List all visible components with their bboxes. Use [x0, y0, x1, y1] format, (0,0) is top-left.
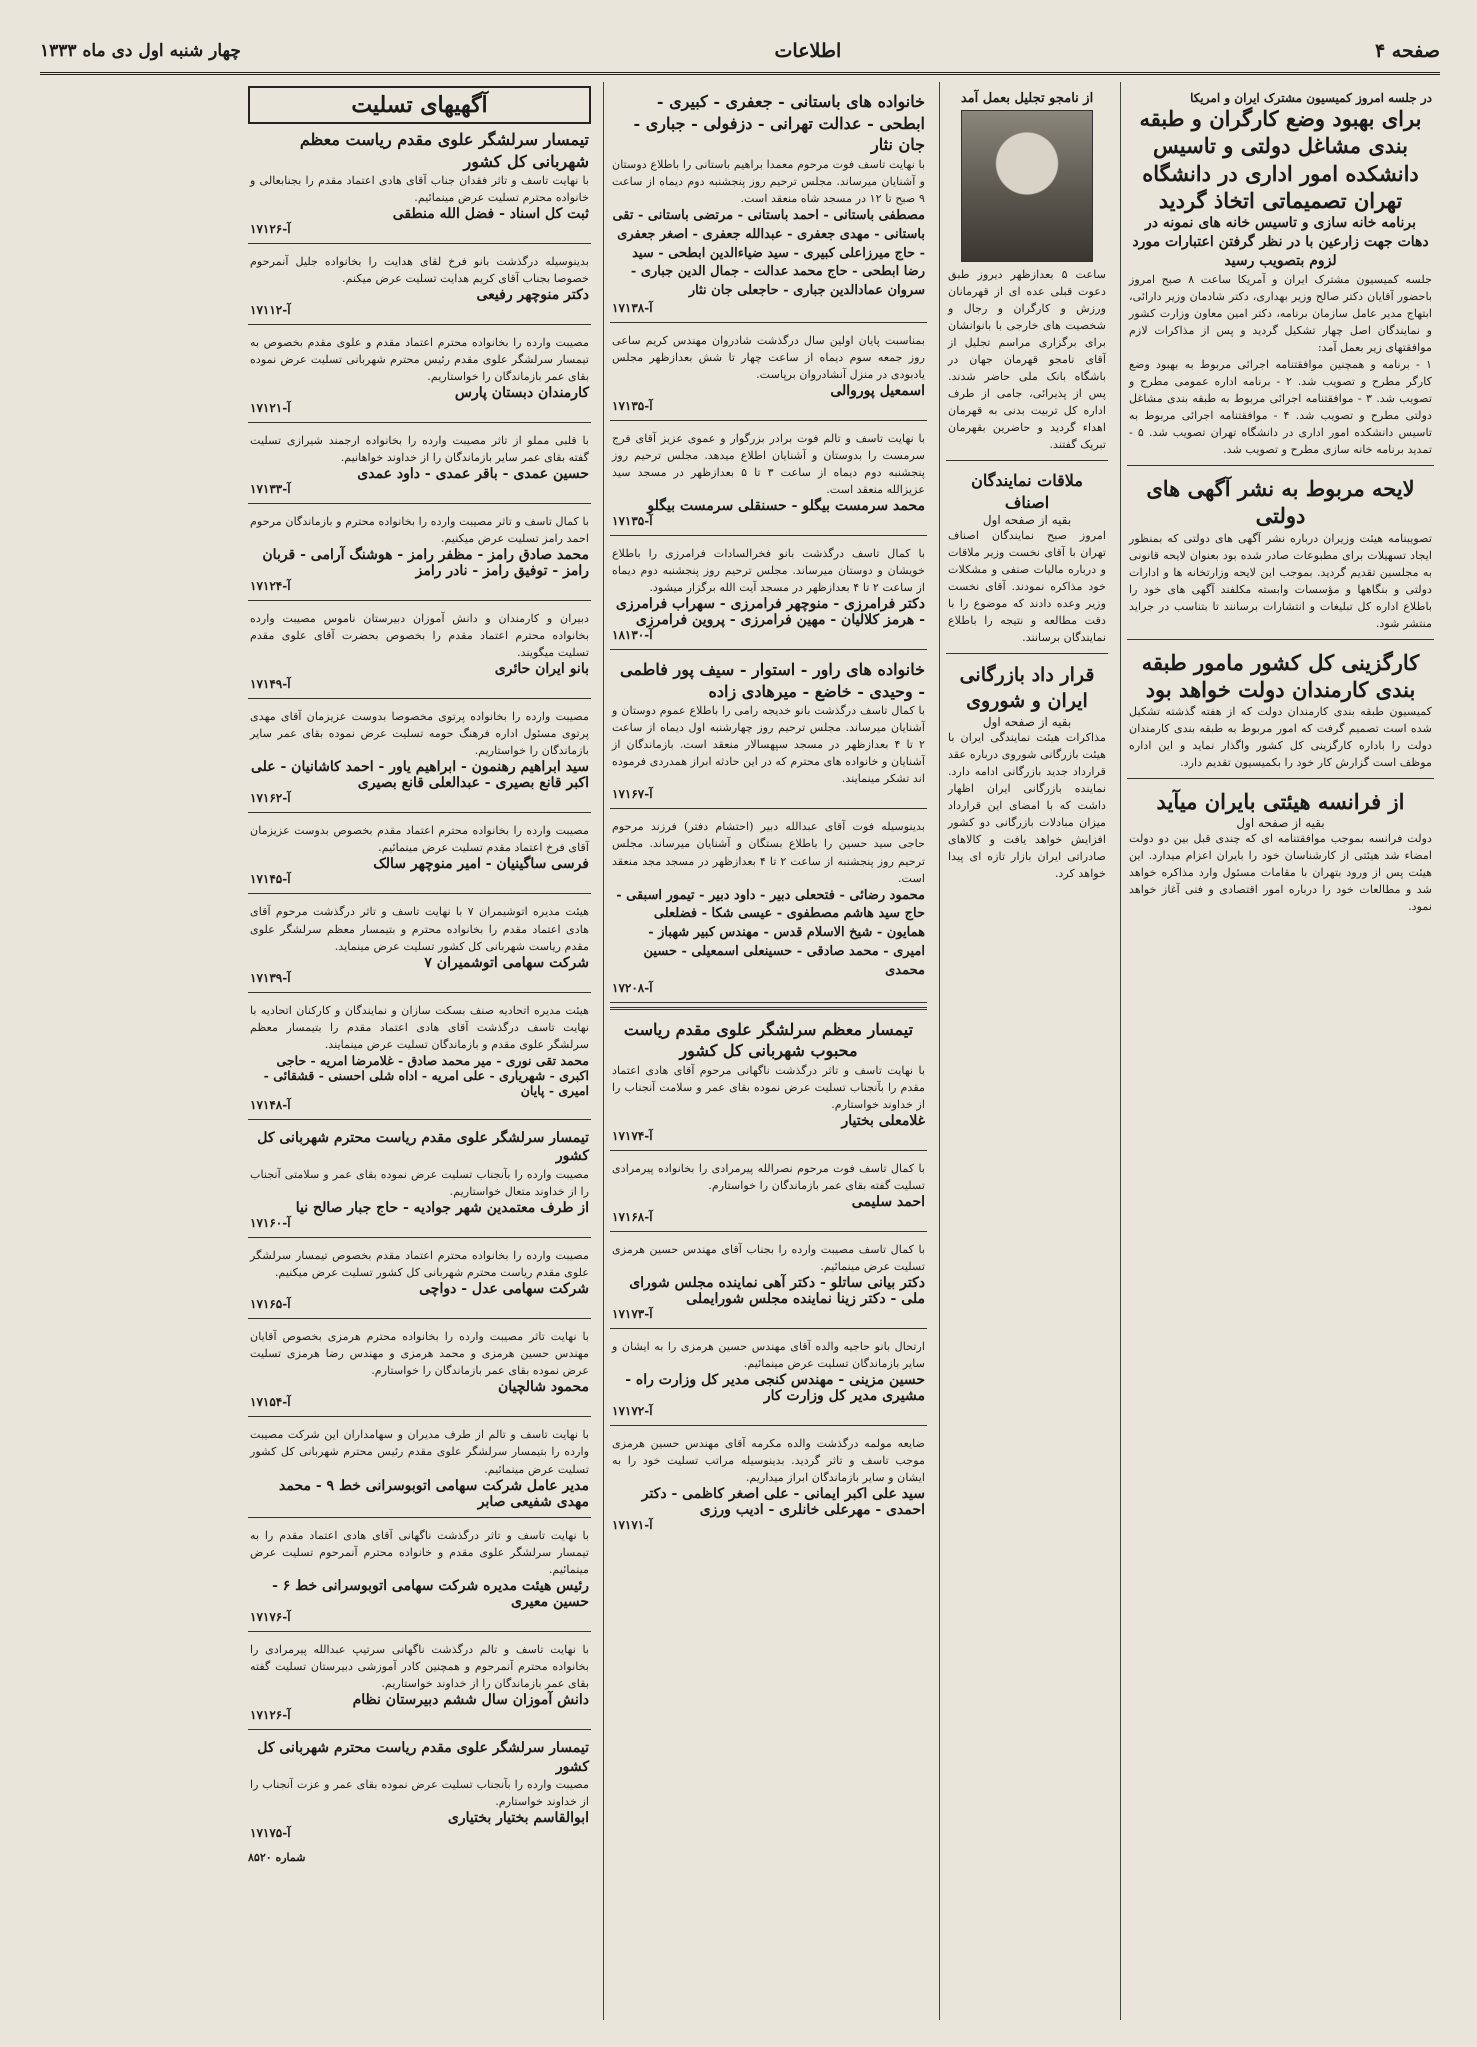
- news-article-namjoo: [946, 86, 1108, 461]
- ad-title: خانواده های باستانی - جعفری - کبیری - ابطحی - عدالت تهرانی - دزفولی - جباری - جان نثار: [633, 92, 925, 155]
- section-title: آگهیهای تسلیت: [248, 86, 591, 124]
- ad-names: سید علی اکبر ایمانی - علی اصغر کاظمی - دکتر احمدی - مهرعلی خانلری - ادیب ورزی: [641, 1486, 925, 1519]
- ad-names: سید ابراهیم رهنمون - ابراهیم یاور - احمد کاشانیان - علی اکبر قانع بصیری - عبدالعلی قانع بصیری: [250, 759, 589, 792]
- ad-code: آ-۱۷۱۶۰: [250, 1216, 291, 1231]
- condolence-ad: [610, 425, 927, 536]
- ad-code: آ-۱۷۱۷۱: [612, 1518, 653, 1533]
- ad-title: تیمسار سرلشگر علوی مقدم ریاست محترم شهربانی کل کشور: [257, 1739, 589, 1775]
- ad-body: با نهایت تاسف و تالم فوت برادر بزرگوار و عموی عزیز آقای فرج سرمست را بدوستان و آشنایان اطلاع میدهد. مجلس ترحیم روز پنجشنبه دوم دیماه از ساعت ۳ تا ۵ بعدازظهر در مسجد سید عزیزالله منعقد است.: [612, 432, 925, 497]
- condolence-ad: [248, 605, 591, 699]
- ad-body: با نهایت تاثر مصیبت وارده را بخانواده محترم هرمزی بخصوص آقایان مهندس حسین هرمزی و محمد هرمزی و مهندس رضا هرمزی تسلیت عرض نموده بقای عمر بازماندگان را خواستارم.: [250, 1330, 589, 1378]
- ad-signature: رئیس هیئت مدیره شرکت سهامی اتوبوسرانی خط ۶ - حسین معیری: [272, 1577, 589, 1610]
- ad-body: با کمال تاسف مصیبت وارده را بجناب آقای مهندس حسین هرمزی تسلیت عرض مینمائیم.: [612, 1243, 925, 1274]
- ad-code: آ-۱۷۱۳۳: [250, 482, 291, 497]
- article-continuation-note: بقیه از صفحه اول: [982, 513, 1072, 528]
- newspaper-page: [40, 30, 1440, 2020]
- news-column-main: [1120, 82, 1440, 2020]
- ad-code: آ-۱۷۱۳۸: [612, 301, 653, 316]
- ad-body: هیئت مدیره اتوشیمران ۷ با نهایت تاسف و تاثر درگذشت مرحوم آقای هادی اعتماد مقدم را بخانواده محترم و بتیمسار معظم سرلشگر علوی مقدم ریاست شهربانی کل کشور تسلیت عرض مینماید.: [250, 905, 589, 953]
- ad-code: آ-۱۷۱۳۹: [250, 970, 291, 985]
- ad-signature: دانش آموزان سال ششم دبیرستان نظام: [352, 1691, 589, 1708]
- ad-code: آ-۱۷۱۷۴: [612, 1128, 653, 1143]
- ads-column-center: [603, 82, 933, 2020]
- news-column-narrow: [939, 82, 1114, 2020]
- article-headline: قرار داد بازرگانی ایران و شوروی: [959, 664, 1095, 713]
- ad-code: آ-۱۷۱۴۹: [250, 677, 291, 692]
- columns: [40, 82, 1440, 2020]
- condolence-ad: [610, 327, 927, 421]
- footer-code: شماره ۸۵۲۰: [248, 1851, 306, 1865]
- ad-names: محمد سرمست بیگلو - حسنقلی سرمست بیگلو: [647, 498, 925, 515]
- ad-code: آ-۱۷۲۰۸: [612, 980, 653, 995]
- condolence-ad: [610, 813, 927, 1002]
- article-subhead: برنامه خانه سازی و تاسیس خانه های نمونه در دهات جهت زارعین با در نظر گرفتن اعتبارات مورد لزوم بتصویب رسید: [1132, 215, 1429, 269]
- ad-code: آ-۱۷۱۳۵: [612, 514, 653, 529]
- ad-signature: شرکت سهامی اتوشمیران ۷: [424, 954, 589, 971]
- ad-code: آ-۱۷۱۷۳: [612, 1307, 653, 1322]
- ad-body: با نهایت تاسف و تالم درگذشت ناگهانی سرتیپ عبدالله پیرمرادی را بخانواده محترم آنمرحوم و همچنین کادر آموزشی دبیرستان تسلیت گفته بقای عمر بازماندگان را از خداوند خواستاریم.: [250, 1642, 589, 1690]
- condolence-ad: [610, 86, 927, 323]
- ad-title: تیمسار سرلشگر علوی مقدم ریاست معظم شهربانی کل کشور: [299, 130, 589, 171]
- ad-title: تیمسار معظم سرلشگر علوی مقدم ریاست محبوب شهربانی کل کشور: [623, 1019, 914, 1061]
- article-body: تصویبنامه هیئت وزیران درباره نشر آگهی های دولتی که بمنظور ایجاد تسهیلات برای مطبوعات صادر شده بود بعنوان لایحه قانونی به مجلسین تقدیم گردید. بموجب این لایحه وزارتخانه ها و ادارات دولتی و بنگاهها و مؤسسات وابسته مکلفند آگهی های خود را باطلاع اداره کل تبلیغات و انتشارات برسانند تا بتناسب در جراید منتشر شود.: [1129, 531, 1432, 630]
- ad-body: با نهایت تاسف و تاثر درگذشت ناگهانی مرحوم آقای هادی اعتماد مقدم را بآنجناب تسلیت عرض نموده بقای عمر و سلامت آنجناب را از خداوند خواستارم.: [612, 1063, 925, 1111]
- condolence-ad: [248, 1636, 591, 1730]
- ad-title: خانواده های راور - استوار - سیف پور فاطمی - وحیدی - خاضع - میرهادی زاده: [620, 660, 925, 701]
- ad-body: با کمال تاسف فوت مرحوم نصرالله پیرمرادی را بخانواده پیرمرادی تسلیت گفته بقای عمر بازماندگان را خواستارم.: [612, 1161, 925, 1192]
- article-body: امروز صبح نمایندگان اصناف تهران با آقای نخست وزیر ملاقات و درباره مالیات صنفی و مشکلات خود مذاکره نمودند. آقای نخست وزیر وعده دادند که موضوع را با دقت مطالعه و نتیجه را باطلاع نمایندگان برسانند.: [948, 529, 1106, 645]
- ad-signature: ثبت کل اسناد - فضل الله منطقی: [392, 206, 589, 223]
- ad-code: آ-۱۷۱۶۸: [612, 1210, 653, 1225]
- condolence-ad: [248, 248, 591, 325]
- ad-code: آ-۱۷۱۶۷: [612, 787, 653, 802]
- ad-body: با کمال تاسف و تاثر مصیبت وارده را بخانواده محترم و بازماندگان مرحوم احمد رامز تسلیت عرض میکنیم.: [250, 515, 589, 546]
- ad-body: با نهایت تاسف و تاثر درگذشت ناگهانی آقای هادی اعتماد مقدم را به تیمسار سرلشگر علوی مقدم و خانواده محترم آنمرحوم تسلیت عرض مینمائیم.: [250, 1528, 589, 1576]
- ad-code: آ-۱۷۱۲۶: [250, 1707, 291, 1722]
- article-headline: کارگزینی کل کشور مامور طبقه بندی کارمندان دولت خواهد بود: [1141, 649, 1420, 703]
- article-continuation-note: بقیه از صفحه اول: [1236, 815, 1325, 830]
- ad-signature: احمد سلیمی: [851, 1194, 925, 1211]
- ad-names: دکتر فرامرزی - منوچهر فرامرزی - سهراب فرامرزی - هرمز کلالیان - مهین فرامرزی - پروین فرامرزی: [615, 596, 925, 629]
- article-kicker: از نامجو تجلیل بعمل آمد: [960, 91, 1094, 106]
- condolence-ad: [610, 1236, 927, 1329]
- ad-code: آ-۱۷۱۲۱: [250, 401, 291, 416]
- ad-names: محمد صادق رامز - مظفر رامز - هوشنگ آرامی - قربان رامز - توفیق رامز - نادر رامز: [262, 547, 589, 580]
- condolence-ad: [248, 817, 591, 894]
- condolence-ad: [248, 1124, 591, 1239]
- masthead: [40, 30, 1440, 75]
- news-article-guild-meeting: [946, 465, 1108, 654]
- ad-body: بدینوسیله درگذشت بانو فرخ لقای هدایت را بخانواده جلیل آنمرحوم خصوصا بجناب آقای کریم هدایت تسلیت عرض میکنم.: [250, 255, 589, 286]
- ad-body: با کمال تاسف درگذشت بانو فخرالسادات فرامرزی را باطلاع خویشان و دوستان میرساند. مجلس ترحیم روز پنجشنبه دوم دیماه از ساعت ۲ تا ۴ بعدازظهر در مسجد آیت الله برگزار میشود.: [612, 547, 925, 595]
- article-headline: ملاقات نمایندگان اصناف: [971, 471, 1083, 512]
- article-body: مذاکرات هیئت نمایندگی ایران با هیئت بازرگانی شوروی درباره عقد قرارداد جدید بازرگانی ادامه دارد. نماینده بازرگانی ایران اظهار داشت که با امضای این قرارداد میزان مبادلات بازرگانی دو کشور افزایش خواهد یافت و کالاهای صادراتی ایران بازار تازه ای پیدا خواهد کرد.: [948, 730, 1106, 880]
- issue-date: چهار شنبه اول دی ماه ۱۳۳۳: [40, 41, 241, 61]
- ad-signature: غلامعلی بختیار: [841, 1112, 925, 1129]
- ad-signature: فرسی ساگینیان - امیر منوچهر سالک: [373, 856, 589, 873]
- article-headline: لایحه مربوط به نشر آگهی های دولتی: [1146, 476, 1415, 529]
- page-number: صفحه ۴: [1374, 40, 1440, 62]
- condolence-ad: [248, 898, 591, 992]
- ad-body: با نهایت تاسف و تالم از طرف مدیران و سهامداران این شرکت مصیبت وارده را بتیمسار سرلشگر علوی مقدم رئیس محترم شهربانی کل کشور تسلیت عرض مینمائیم.: [250, 1428, 589, 1476]
- article-kicker: در جلسه امروز کمیسیون مشترک ایران و امریکا: [1190, 91, 1432, 105]
- ad-body: با کمال تاسف درگذشت بانو خدیجه رامی را باطلاع عموم دوستان و آشنایان میرساند. مجلس ترحیم روز چهارشنبه اول دیماه از ساعت ۲ تا ۴ بعدازظهر در مسجد سپهسالار منعقد است. بازماندگان از آشنایان و خانواده های محترم که در این حادثه ابراز همدردی فرموده اند تشکر مینمایند.: [612, 704, 926, 786]
- ad-code: آ-۱۷۱۴۵: [250, 872, 291, 887]
- ad-body: بمناسبت پایان اولین سال درگذشت شادروان مهندس کریم ساعی روز جمعه سوم دیماه از ساعت چهار تا شش بعدازظهر مجلس یادبودی در منزل آنشادروان برپاست.: [612, 334, 925, 382]
- newspaper-name: اطلاعات: [774, 40, 842, 62]
- ad-code: آ-۱۷۱۶۵: [250, 1297, 291, 1312]
- divider: [610, 1007, 927, 1010]
- ad-code: آ-۱۷۱۵۴: [250, 1395, 291, 1410]
- portrait-photo: [961, 110, 1093, 262]
- news-article-french-delegation: [1127, 783, 1434, 921]
- ad-signature: ابوالقاسم بختیار بختیاری: [447, 1810, 589, 1827]
- condolence-ad: [248, 329, 591, 423]
- article-body: جلسه کمیسیون مشترک ایران و آمریکا ساعت ۸ صبح امروز باحضور آقایان دکتر صالح وزیر بهداری، دکتر شادمان وزیر دارائی، ابتهاج مدیر عامل سازمان برنامه، دکتر امین معاون وزارت کشور و نمایندگان اصل چهار تشکیل گردید و پس از مذاکرات لازم موافقتهای زیر بعمل آمد:: [1129, 272, 1432, 354]
- ad-code: آ-۱۷۱۷۵: [250, 1826, 291, 1841]
- ad-body: مصیبت وارده را بآنجناب تسلیت عرض نموده بقای عمر و عزت آنجناب را از خداوند خواستارم.: [250, 1778, 589, 1809]
- ad-code: آ-۱۷۱۷۶: [250, 1609, 291, 1624]
- condolence-ad: [248, 1734, 591, 1848]
- ad-signature: از طرف معتمدین شهر جوادیه - حاج جبار صالح نیا: [295, 1200, 589, 1217]
- ad-body: با نهایت تاسف فوت مرحوم معمدا براهیم باستانی را باطلاع دوستان و آشنایان میرساند. مجلس ترحیم روز پنجشنبه دوم دیماه از ساعت ۹ صبح تا ۱۲ در مسجد شاه منعقد است.: [612, 157, 925, 205]
- article-body: دولت فرانسه بموجب موافقتنامه ای که چندی قبل بین دو دولت امضاء شد هیئتی از کارشناسان خود را بایران اعزام میدارد. این هیئت پس از ورود بتهران با مقامات مسئول وارد مذاکره خواهد شد و مطالعات خود را درباره امور اقتصادی و فنی آغاز خواهد نمود.: [1129, 831, 1432, 913]
- ad-body: با نهایت تاسف و تاثر فقدان جناب آقای هادی اعتماد مقدم را بجنابعالی و خانواده محترم تسلیت عرض مینمائیم.: [250, 174, 589, 205]
- ad-signature: شرکت سهامی عدل - دواچی: [419, 1281, 589, 1298]
- ad-names: دکتر بیانی ساتلو - دکتر آهی نماینده مجلس شورای ملی - دکتر زینا نماینده مجلس شورایملی: [629, 1275, 925, 1308]
- ad-body: با قلبی مملو از تاثر مصیبت وارده را بخانواده ارجمند شیرازی تسلیت گفته بقای عمر سایر بازماندگان را از خداوند خواهانیم.: [250, 434, 589, 465]
- condolence-ad: [248, 1323, 591, 1417]
- news-article-employee-classification: [1127, 644, 1434, 780]
- ad-code: آ-۱۸۱۳۰: [612, 628, 653, 643]
- article-body: ساعت ۵ بعدازظهر دیروز طبق دعوت قبلی عده ای از قهرمانان ورزش و کارگران و رجال و شخصیت های خارجی با بانوانشان برای برگزاری مراسم تجلیل از آقای نامجو قهرمان جهان در باشگاه بانک ملی حاضر شدند. پس از پذیرائی، جامی از طرف اداره کل تربیت بدنی به قهرمان اهداء گردید و حاضرین بقهرمان تبریک گفتند.: [948, 268, 1106, 452]
- condolence-ad: [610, 1014, 927, 1151]
- ad-code: آ-۱۷۱۷۲: [612, 1404, 653, 1419]
- ad-body: بدینوسیله فوت آقای عبدالله دبیر (احتشام دفتر) فرزند مرحوم حاجی سید حسین را باطلاع بستگان و آشنایان میرساند. مجلس ترحیم روز پنجشنبه از ساعت ۲ تا ۴ بعدازظهر در مسجد مجد منعقد است.: [612, 820, 925, 885]
- condolence-ad: [248, 703, 591, 813]
- news-article-joint-commission: [1127, 86, 1434, 466]
- article-continuation-note: بقیه از صفحه اول: [982, 714, 1072, 729]
- ad-code: آ-۱۷۱۲۶: [250, 222, 291, 237]
- ad-names: محمد تقی نوری - میر محمد صادق - غلامرضا امریه - حاجی اکبری - شهریاری - علی امریه - اداه شلی احسنی - قشقائی - امیری - پایان: [263, 1052, 589, 1098]
- ad-code: ۱۷۱۳۵-آ: [612, 399, 653, 414]
- condolence-ad: [610, 654, 927, 809]
- ad-body: مصیبت وارده را بخانواده پرتوی مخصوصا بدوست عزیزمان آقای مهدی پرتوی مسئول اداره فرهنگ حومه تسلیت عرض نموده بقای عمر سایر بازماندگان را خواستاریم.: [250, 710, 589, 758]
- ad-body: ارتحال بانو حاجیه والده آقای مهندس حسین هرمزی را به ایشان و سایر بازماندگان تسلیت عرض مینمائیم.: [612, 1340, 925, 1371]
- ad-title: تیمسار سرلشگر علوی مقدم ریاست محترم شهربانی کل کشور: [257, 1129, 589, 1165]
- condolence-ad: [248, 1421, 591, 1517]
- ad-body: مصیبت وارده را بخانواده محترم اعتماد مقدم و علوی مقدم بخصوص به تیمسار سرلشگر علوی مقدم رئیس محترم شهربانی تسلیت عرض نموده بقای عمر بازماندگان را خواستاریم.: [250, 336, 589, 384]
- ad-body: هیئت مدیره اتحادیه صنف بسکت سازان و نمایندگان و کارکنان اتحادیه با نهایت تاسف درگذشت آقای هادی اعتماد مقدم را بتیمسار معظم سرلشگر علوی مقدم و بازماندگان تسلیت عرض مینمایند.: [250, 1003, 589, 1051]
- condolence-ad: [610, 1155, 927, 1232]
- ad-signature: محمود شالچیان: [497, 1379, 589, 1396]
- article-body: کمیسیون طبقه بندی کارمندان دولت که از هفته گذشته تشکیل شده است تصمیم گرفت که امور مربوط به طبقه بندی کارمندان دولت را باداره کارگزینی کل کشور واگذار نماید و این اداره موظف است گزارش کار خود را بکمیسیون تقدیم دارد.: [1129, 705, 1432, 770]
- ad-code: آ-۱۷۱۶۲: [250, 791, 291, 806]
- condolence-ad: [610, 540, 927, 650]
- ad-signature: بانو ایران حائری: [494, 661, 589, 678]
- condolence-ad: [248, 997, 591, 1120]
- ads-column-condolences: [242, 82, 597, 2020]
- ad-body: مصیبت وارده را بخانواده محترم اعتماد مقدم بخصوص تیمسار سرلشگر علوی مقدم ریاست محترم شهربانی کل کشور تسلیت عرض میکنیم.: [250, 1249, 589, 1280]
- ad-signature: اسمعیل پوروالی: [830, 383, 925, 400]
- ad-body: مصیبت وارده را بآنجناب تسلیت عرض نموده بقای عمر و سلامتی آنجناب را از خداوند متعال خواستاریم.: [250, 1168, 589, 1199]
- ad-body: مصیبت وارده را بخانواده محترم اعتماد مقدم بخصوص بدوست عزیزمان آقای فرخ اعتماد مقدم تسلیت عرض مینمائیم.: [250, 824, 589, 855]
- ad-signature: دکتر منوچهر رفیعی: [476, 287, 589, 304]
- condolence-ad: [248, 1522, 591, 1632]
- article-headline: از فرانسه هیئتی بایران میآید: [1156, 789, 1405, 815]
- ad-names: محمود رضائی - فتحعلی دبیر - داود دبیر - تیمور اسبقی - حاج سید هاشم مصطفوی - عیسی شکا - فضلعلی همایون - شیخ الاسلام قدس - مهندس کبیر شهباز - امیری - محمد صادقی - حسینعلی اسمعیلی - حسین محمدی: [616, 887, 925, 978]
- ad-body: ضایعه مولمه درگذشت والده مکرمه آقای مهندس حسین هرمزی موجب تاسف و تاثر گردید. بدینوسیله مراتب تسلیت خود را به ایشان و سایر بازماندگان ابراز میداریم.: [612, 1437, 925, 1485]
- ad-signature: کارمندان دبستان پارس: [454, 385, 589, 402]
- ad-body: دبیران و کارمندان و دانش آموزان دبیرستان ناموس مصیبت وارده بخانواده محترم اعتماد مقدم را بخصوص بحضرت آقای علوی مقدم تسلیت میگویند.: [250, 612, 589, 660]
- condolence-ad: [248, 124, 591, 244]
- ad-code: آ-۱۷۱۱۲: [250, 303, 291, 318]
- ad-code: آ-۱۷۱۴۸: [250, 1097, 291, 1112]
- ad-names: مصطفی باستانی - احمد باستانی - مرتضی باستانی - تقی باستانی - مهدی جعفری - عبدالله جعفری - اصغر جعفری - حاج میرزاعلی کبیری - سید ضیاءالدین ابطحی - سید رضا ابطحی - حاج محمد عدالت - جمال الدین جباری - سروان عمادالدین جباری - حاجعلی جان نثار: [612, 207, 925, 299]
- ad-signature: حسین عمدی - باقر عمدی - داود عمدی: [357, 466, 589, 483]
- article-headline: برای بهبود وضع کارگران و طبقه بندی مشاغل دولتی و تاسیس دانشکده امور اداری در دانشگاه تهران تصمیماتی اتخاذ گردید: [1139, 106, 1422, 213]
- news-article-government-ads-bill: [1127, 470, 1434, 640]
- ad-names: حسین مزینی - مهندس کنجی مدیر کل وزارت راه - مشیری مدیر کل وزارت کار: [625, 1372, 925, 1405]
- article-body-list: ۱ - برنامه و همچنین موافقتنامه اجرائی مربوط به بهبود وضع کارگر مطرح و تصویب شد. ۲ - برنامه اداره عمومی مطرح و تصویب شد. ۳ - موافقتنامه اجرائی مربوط به طبقه بندی مشاغل دولتی مطرح و تصویب شد. ۴ - موافقتنامه اجرائی مربوط به تاسیس دانشکده امور اداری در دانشگاه تهران تصویب شد. ۵ - تمدید برنامه خانه سازی مطرح و تصویب شد.: [1129, 357, 1433, 457]
- condolence-ad: [248, 508, 591, 601]
- ad-signature: مدیر عامل شرکت سهامی اتوبوسرانی خط ۹ - محمد مهدی شفیعی صابر: [279, 1477, 589, 1510]
- ad-code: آ-۱۷۱۲۴: [250, 579, 291, 594]
- news-article-trade-agreement: [946, 658, 1108, 888]
- condolence-ad: [248, 1242, 591, 1319]
- condolence-ad: [610, 1333, 927, 1426]
- condolence-ad: [248, 427, 591, 504]
- condolence-ad: [610, 1430, 927, 1539]
